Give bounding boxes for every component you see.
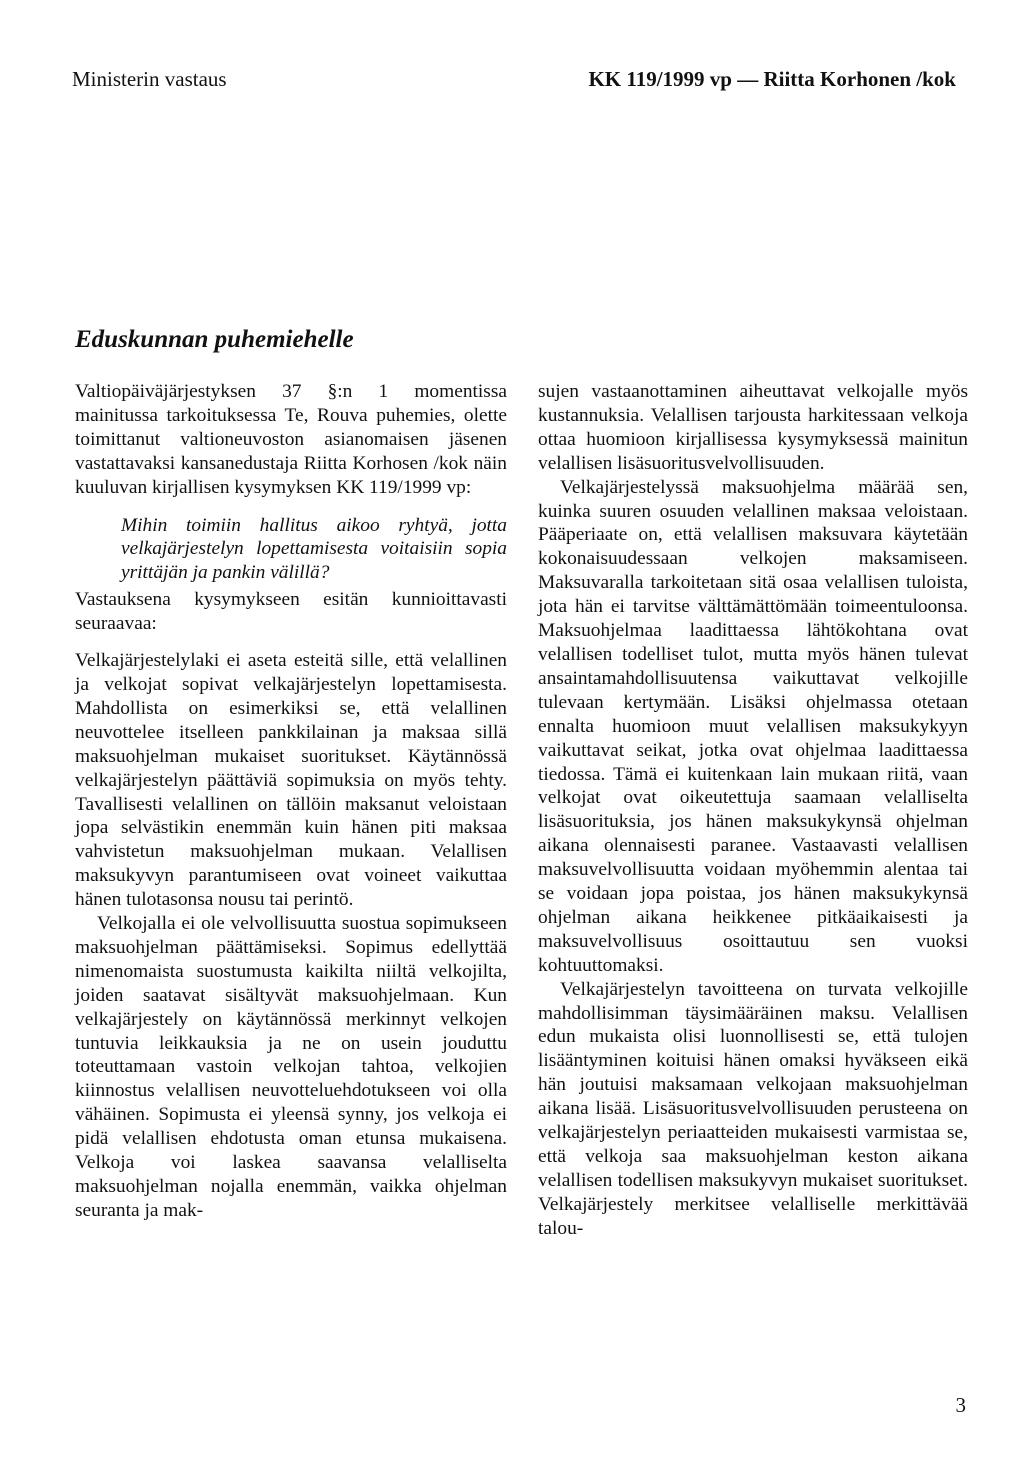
page-number: 3 — [955, 1393, 966, 1417]
intro-paragraph: Valtiopäiväjärjestyksen 37 §:n 1 momentissa mainitussa tarkoituksessa Te, Rouva puhemies, olette toimittanut valtioneuvoston asianomaisen jäsenen vastattavaksi kansanedustaja Riitta Korhosen /kok näin kuuluvan kirjallisen kysymyksen KK 119/1999 vp: — [75, 381, 507, 498]
body-paragraph: Velkajärjestelyn tavoitteena on turvata velkojille mahdollisimman täysimääräinen maksu. Velallisen edun mukaista olisi luonnollisesti se, että tulojen lisääntyminen koituisi hänen omaksi hyväkseen eikä hän joutuisi maksamaan velkojaan maksuohjelman aikana lisää. Lisäsuoritusvelvollisuuden perusteena on velkajärjestelyn periaatteiden mukaisesti varmistaa se, että velkoja saa maksuohjelman keston aikana velallisen todellisen maksukyvyn mukaiset suoritukset. Velkajärjestely merkitsee velalliselle merkittävää talou- — [538, 978, 968, 1239]
body-paragraph: Velkojalla ei ole velvollisuutta suostua sopimukseen maksuohjelman päättämiseksi. Sopimus edellyttää nimenomaista suostumusta kaikilta niiltä velkojilta, joiden saatavat sisältyvät maksuohjelmaan. Kun velkajärjestely on käytännössä merkinnyt velkojen tuntuvia leikkauksia ja ne on usein jouduttu toteuttamaan vastoin velkojan tahtoa, velkojien kiinnostus velallisen neuvotteluehdotukseen voi olla vähäinen. Sopimusta ei yleensä synny, jos velkoja ei pidä velallisen ehdotusta oman etunsa mukaisena. Velkoja voi laskea saavansa velalliselta maksuohjelman nojalla enemmän, vaikka ohjelman seuranta ja mak- — [75, 913, 507, 1221]
question-quote: Mihin toimiin hallitus aikoo ryhtyä, jotta velkajärjestelyn lopettamisesta voitaisiin sopia yrittäjän ja pankin välillä? — [121, 514, 507, 584]
body-paragraph: sujen vastaanottaminen aiheuttavat velkojalle myös kustannuksia. Velallisen tarjousta harkitessaan velkoja ottaa huomioon kirjallisessa kysymyksessä mainitun velallisen lisäsuoritusvelvollisuuden. — [538, 381, 968, 474]
right-column — [538, 380, 968, 1241]
document-title: Eduskunnan puhemiehelle — [75, 326, 354, 353]
running-header-left: Ministerin vastaus — [72, 67, 227, 91]
left-column — [75, 380, 507, 1223]
answer-intro-paragraph: Vastauksena kysymykseen esitän kunnioittavasti seuraavaa: — [75, 589, 507, 635]
running-header-right: KK 119/1999 vp — Riitta Korhonen /kok — [588, 67, 956, 91]
body-paragraph: Velkajärjestelylaki ei aseta esteitä sille, että velallinen ja velkojat sopivat velkajärjestelyn lopettamisesta. Mahdollista on esimerkiksi se, että velallinen neuvottelee itselleen pankkilainan ja maksaa sillä maksuohjelman mukaiset suoritukset. Käytännössä velkajärjestelyn päättäviä sopimuksia on myös tehty. Tavallisesti velallinen on tällöin maksanut veloistaan jopa selvästikin enemmän kuin hänen piti maksaa vahvistetun maksuohjelman mukaan. Velallisen maksukyvyn parantumiseen ovat voineet vaikuttaa hänen tulotasonsa nousu tai perintö. — [75, 650, 507, 911]
body-paragraph: Velkajärjestelyssä maksuohjelma määrää sen, kuinka suuren osuuden velallinen maksaa veloistaan. Pääperiaate on, että velallisen maksuvara käytetään kokonaisuudessaan velkojen maksamiseen. Maksuvaralla tarkoitetaan sitä osaa velallisen tuloista, jota hän ei tarvitse välttämättömään toimeentuloonsa. Maksuohjelmaa laadittaessa lähtökohtana ovat velallisen todelliset tulot, mutta myös hänen tulevat ansaintamahdollisuutensa vaikuttavat velkojille tulevaan kertymään. Lisäksi ohjelmassa otetaan ennalta huomioon muut velallisen maksukykyyn vaikuttavat seikat, jotka ovat ohjelmaa laadittaessa tiedossa. Tämä ei kuitenkaan lain mukaan riitä, vaan velkojat ovat oikeutettuja saamaan velalliselta lisäsuorituksia, jos hänen maksukykynsä ohjelman aikana olennaisesti paranee. Vastaavasti velallisen maksuvelvollisuutta voidaan myöhemmin alentaa tai se voidaan jopa poistaa, jos hänen maksukykynsä ohjelman aikana heikkenee pitkäaikaisesti ja maksuvelvollisuus osoittautuu sen vuoksi kohtuuttomaksi. — [538, 476, 968, 976]
